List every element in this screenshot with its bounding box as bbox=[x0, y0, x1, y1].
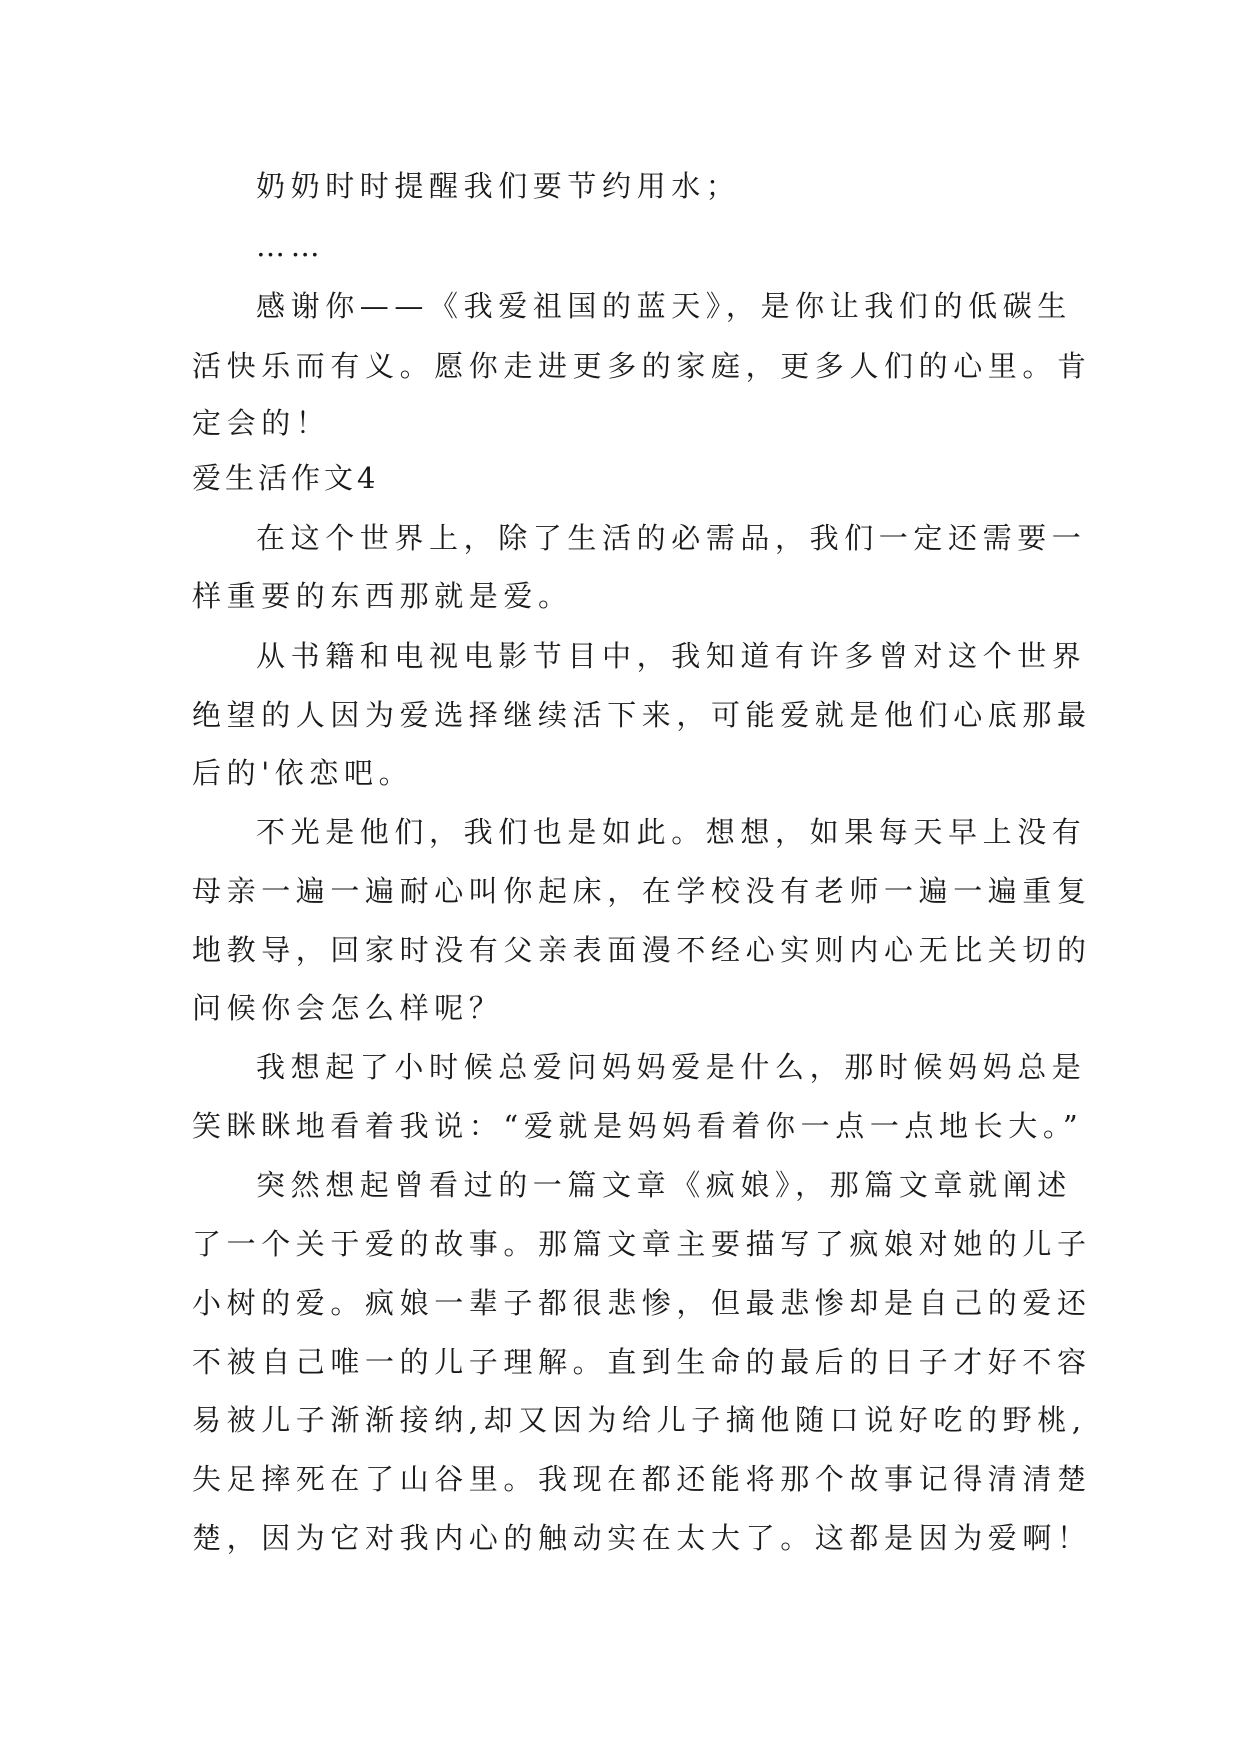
paragraph-line: 突然想起曾看过的一篇文章《疯娘》，那篇文章就阐述 bbox=[256, 1168, 1072, 1202]
paragraph-line: 样重要的东西那就是爱。 bbox=[192, 579, 573, 613]
paragraph-line: 了一个关于爱的故事。那篇文章主要描写了疯娘对她的儿子 bbox=[192, 1227, 1092, 1261]
paragraph-line: 笑眯眯地看着我说：“爱就是妈妈看着你一点一点地长大。” bbox=[192, 1109, 1084, 1143]
paragraph-line: 从书籍和电视电影节目中，我知道有许多曾对这个世界 bbox=[256, 639, 1087, 673]
paragraph-line: 母亲一遍一遍耐心叫你起床，在学校没有老师一遍一遍重复 bbox=[192, 874, 1092, 908]
paragraph-line: 不光是他们，我们也是如此。想想，如果每天早上没有 bbox=[256, 815, 1087, 849]
paragraph-line: 小树的爱。疯娘一辈子都很悲惨，但最悲惨却是自己的爱还 bbox=[192, 1286, 1092, 1320]
paragraph-line: 我想起了小时候总爱问妈妈爱是什么，那时候妈妈总是 bbox=[256, 1050, 1087, 1084]
paragraph-line: 感谢你——《我爱祖国的蓝天》，是你让我们的低碳生 bbox=[256, 289, 1072, 323]
paragraph-line: 问候你会怎么样呢？ bbox=[192, 991, 504, 1025]
paragraph-line: 活快乐而有义。愿你走进更多的家庭，更多人们的心里。肯 bbox=[192, 349, 1092, 383]
paragraph-line: 定会的！ bbox=[192, 406, 331, 440]
paragraph-line: 在这个世界上，除了生活的必需品，我们一定还需要一 bbox=[256, 521, 1087, 555]
paragraph-line: 后的'依恋吧。 bbox=[192, 756, 414, 790]
paragraph-line: 不被自己唯一的儿子理解。直到生命的最后的日子才好不容 bbox=[192, 1345, 1092, 1379]
paragraph-line: 易被儿子渐渐接纳,却又因为给儿子摘他随口说好吃的野桃, bbox=[192, 1403, 1087, 1437]
paragraph-line: 楚，因为它对我内心的触动实在太大了。这都是因为爱啊！ bbox=[192, 1521, 1092, 1555]
paragraph-line: 绝望的人因为爱选择继续活下来，可能爱就是他们心底那最 bbox=[192, 698, 1092, 732]
paragraph-line: 地教导，回家时没有父亲表面漫不经心实则内心无比关切的 bbox=[192, 933, 1092, 967]
ellipsis-line: …… bbox=[256, 229, 326, 263]
paragraph-line: 奶奶时时提醒我们要节约用水； bbox=[256, 169, 741, 203]
section-heading: 爱生活作文4 bbox=[192, 461, 380, 495]
paragraph-line: 失足摔死在了山谷里。我现在都还能将那个故事记得清清楚 bbox=[192, 1462, 1092, 1496]
